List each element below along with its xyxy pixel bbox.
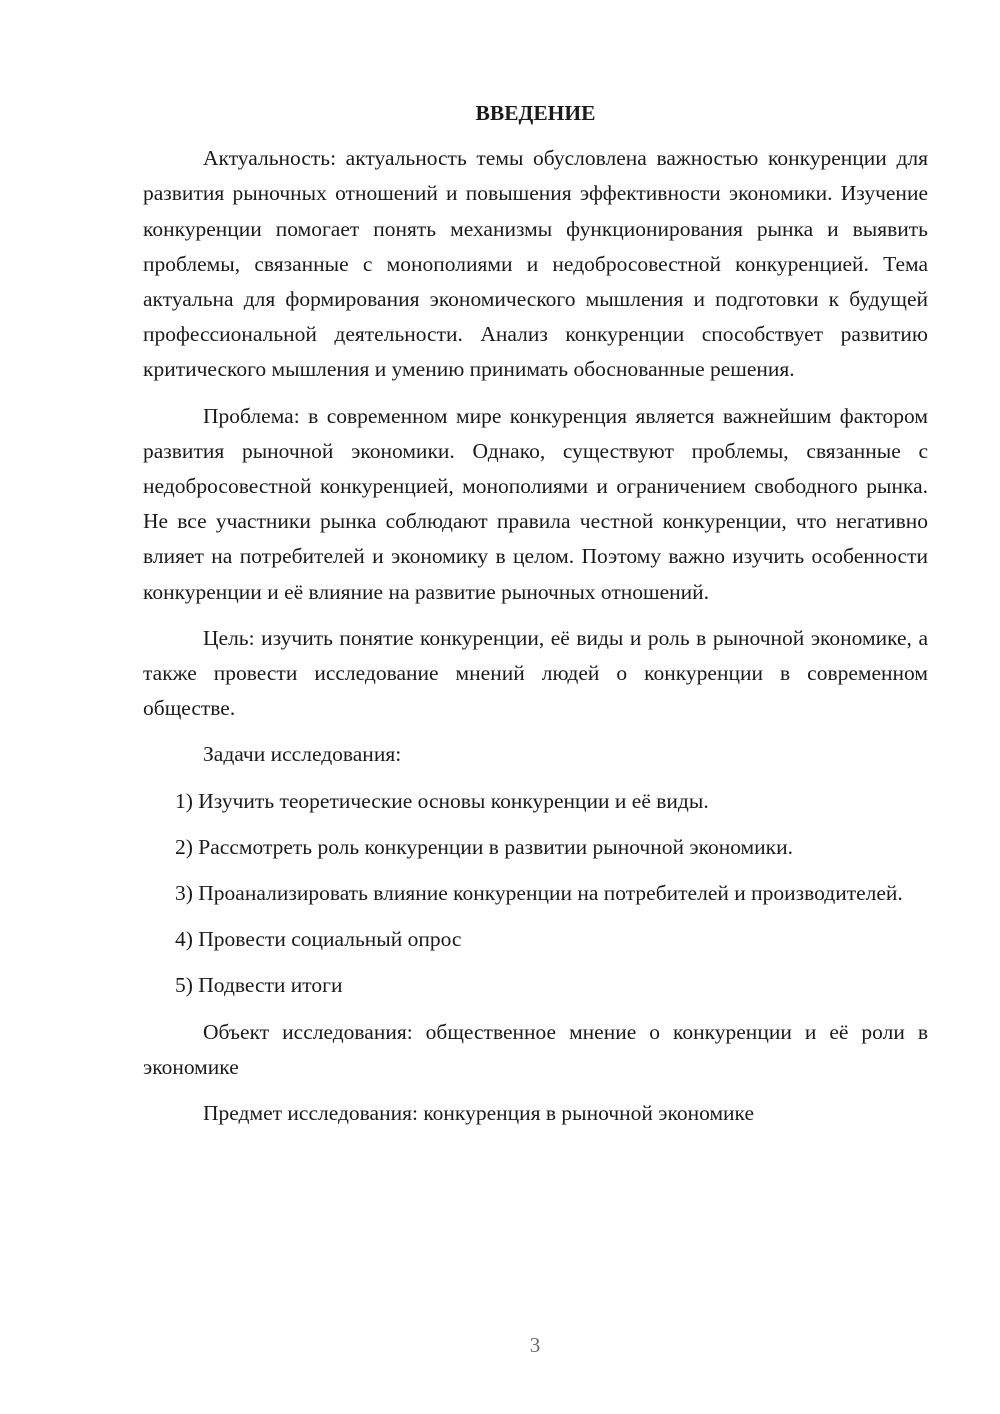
page-title: ВВЕДЕНИЕ bbox=[475, 101, 596, 125]
task-item-1: 1) Изучить теоретические основы конкуренции и её виды. bbox=[175, 788, 709, 813]
task-item-4: 4) Провести социальный опрос bbox=[175, 927, 462, 952]
tasks-heading: Задачи исследования: bbox=[203, 742, 402, 767]
page-number: 3 bbox=[529, 1333, 541, 1357]
document-page bbox=[143, 96, 928, 1142]
paragraph-problem: Проблема: в современном мире конкуренция является важнейшим фактором развития рыночной экономики. Однако, существуют проблемы, связанные с недобросовестной конкуренцией, монополиями и ограничением свободного рынка. Не все участники рынка соблюдают правила честной конкуренции, что негативно влияет на потребителей и экономику в целом. Поэтому важно изучить особенности конкуренции и её влияние на развитие рыночных отношений. bbox=[143, 403, 928, 604]
paragraph-subject: Предмет исследования: конкуренция в рыночной экономике bbox=[203, 1101, 755, 1126]
paragraph-object: Объект исследования: общественное мнение о конкуренции и её роли в экономике bbox=[143, 1019, 928, 1079]
task-item-2: 2) Рассмотреть роль конкуренции в развитии рыночной экономики. bbox=[175, 834, 793, 859]
task-item-5: 5) Подвести итоги bbox=[175, 973, 343, 998]
paragraph-relevance: Актуальность: актуальность темы обусловлена важностью конкуренции для развития рыночных отношений и повышения эффективности экономики. Изучение конкуренции помогает понять механизмы функционирования рынка и выявить проблемы, связанные с монополиями и недобросовестной конкуренцией. Тема актуальна для формирования экономического мышления и подготовки к будущей профессиональной деятельности. Анализ конкуренции способствует развитию критического мышления и умению принимать обоснованные решения. bbox=[143, 146, 928, 382]
paragraph-goal: Цель: изучить понятие конкуренции, её виды и роль в рыночной экономике, а также провести исследование мнений людей о конкуренции в современном обществе. bbox=[143, 625, 928, 721]
task-item-3: 3) Проанализировать влияние конкуренции на потребителей и производителей. bbox=[175, 881, 903, 906]
